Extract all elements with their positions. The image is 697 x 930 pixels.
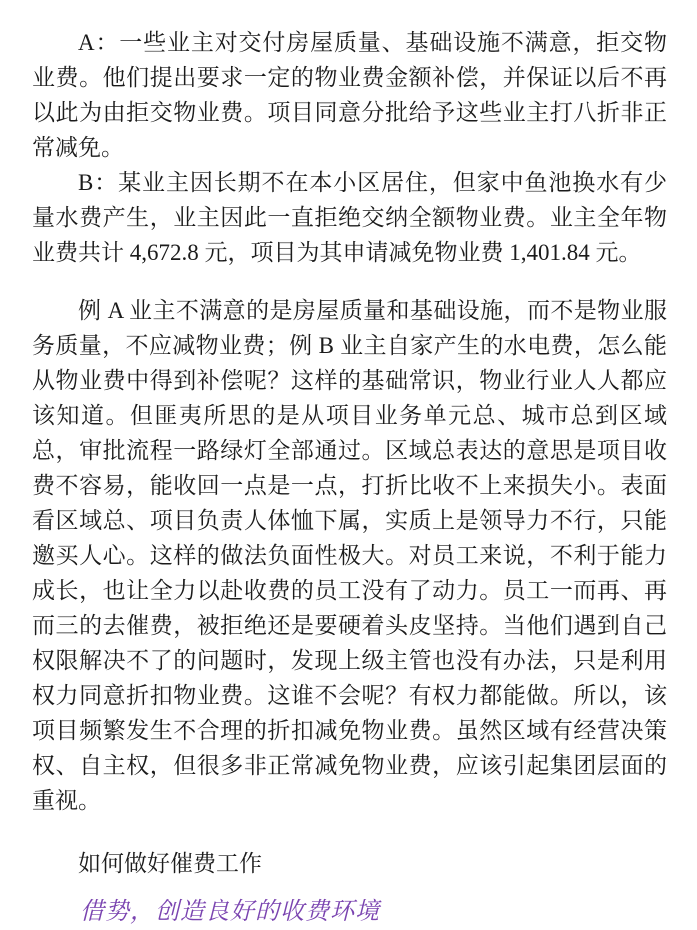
paragraph-case-b: B：某业主因长期不在本小区居住，但家中鱼池换水有少量水费产生，业主因此一直拒绝交纳全额物业费。业主全年物业费共计 4,672.8 元，项目为其申请减免物业费 1,401.84 元。 bbox=[32, 170, 667, 265]
subsection-heading-purple: 借势，创造良好的收费环境 bbox=[80, 899, 380, 925]
section-heading: 如何做好催费工作 bbox=[78, 851, 262, 876]
paragraph-analysis: 例 A 业主不满意的是房屋质量和基础设施，而不是物业服务质量，不应减物业费；例 B 业主自家产生的水电费，怎么能从物业费中得到补偿呢？这样的基础常识，物业行业人人都应该知道。但匪夷所思的是从项目业务单元总、城市总到区域总，审批流程一路绿灯全部通过。区域总表达的意思是项目收费不容易，能收回一点是一点，打折比收不上来损失小。表面看区域总、项目负责人体恤下属，实质上是领导力不行，只能邀买人心。这样的做法负面性极大。对员工来说，不利于能力成长，也让全力以赴收费的员工没有了动力。员工一而再、再而三的去催费，被拒绝还是要硬着头皮坚持。当他们遇到自己权限解决不了的问题时，发现上级主管也没有办法，只是利用权力同意折扣物业费。这谁不会呢？有权力都能做。所以，该项目频繁发生不合理的折扣减免物业费。虽然区域有经营决策权、自主权，但很多非正常减免物业费，应该引起集团层面的重视。 bbox=[32, 298, 667, 813]
paragraph-case-a: A：一些业主对交付房屋质量、基础设施不满意，拒交物业费。他们提出要求一定的物业费金额补偿，并保证以后不再以此为由拒交物业费。项目同意分批给予这些业主打八折非正常减免。 bbox=[32, 30, 667, 160]
